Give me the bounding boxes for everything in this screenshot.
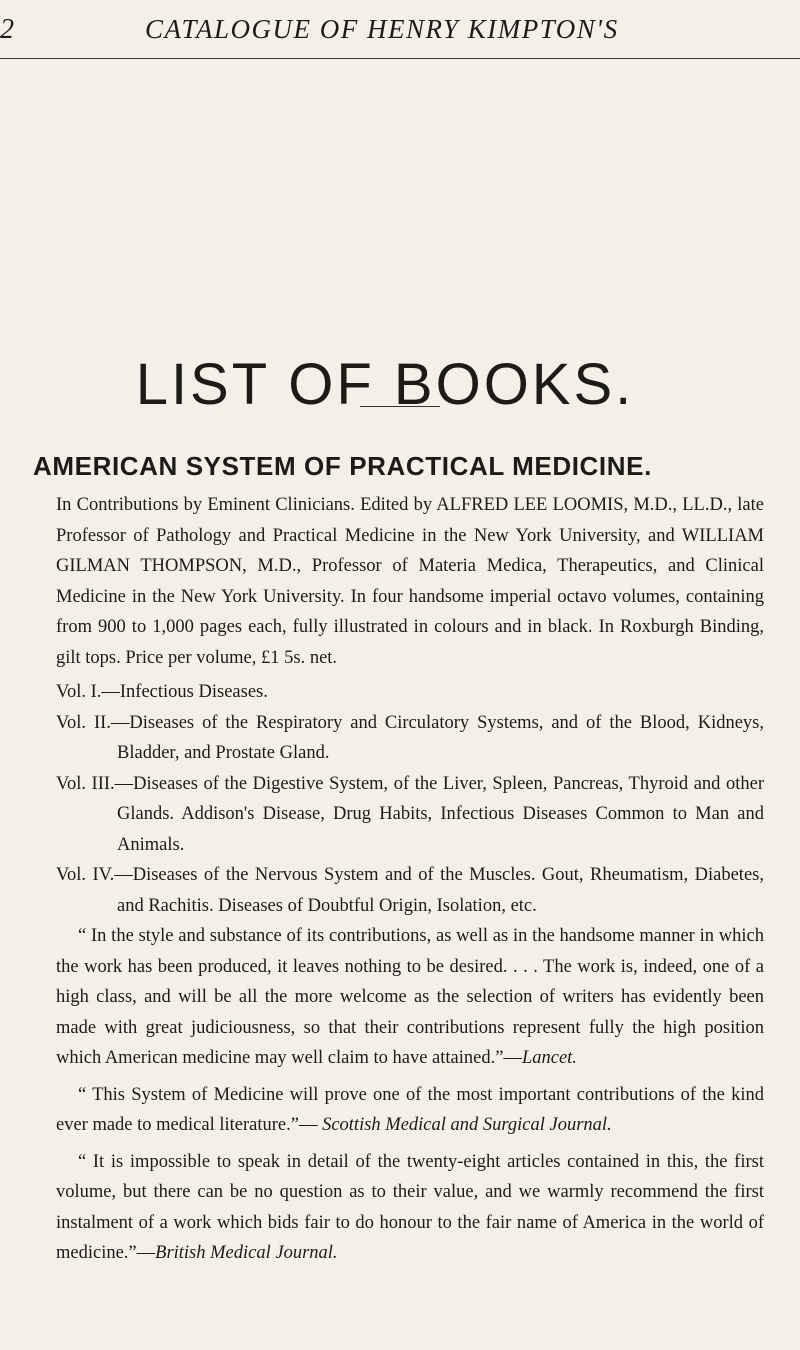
- volume-list: [56, 677, 764, 921]
- review-source: Lancet.: [521, 1048, 577, 1068]
- volume-item: Vol. IV.—Diseases of the Nervous System and of the Muscles. Gout, Rheumatism, Diabetes, and Rachitis. Diseases of Doubtful Origin, Isolation, etc.: [56, 865, 764, 916]
- review-source: British Medical Journal.: [155, 1243, 338, 1263]
- review-quote: [56, 1147, 764, 1269]
- review-text: “ In the style and substance of its contributions, as well as in the handsome manner in which the work has been produced, it leaves nothing to be desired. . . . The work is, indeed, one of a high class, and will be all the more welcome as the selection of writers has evidently been made with great judiciousness, so that their contributions represent fully the high position which American medicine may well claim to have attained.”—: [56, 926, 764, 1068]
- page-title: LIST OF BOOKS.: [135, 351, 635, 417]
- volume-item: Vol. I.—Infectious Diseases.: [56, 682, 268, 702]
- review-text: “ It is impossible to speak in detail of the twenty-eight articles contained in this, the first volume, but there can be no question as to their value, and we warmly recommend the first instalment of a work which bids fair to do honour to the fair name of America in the world of medicine.”—: [56, 1151, 764, 1263]
- volume-item: Vol. III.—Diseases of the Digestive System, of the Liver, Spleen, Pancreas, Thyroid and other Glands. Addison's Disease, Drug Habits, Infectious Diseases Common to Man and Animals.: [56, 773, 764, 855]
- review-source: Scottish Medical and Surgical Journal.: [322, 1115, 612, 1135]
- running-head: CATALOGUE OF HENRY KIMPTON'S: [145, 14, 619, 44]
- book-description: In Contributions by Eminent Clinicians. Edited by ALFRED LEE LOOMIS, M.D., LL.D., late Professor of Pathology and Practical Medicine in the New York University, and WILLIAM GILMAN THOMPSON, M.D., Professor of Materia Medica, Therapeutics, and Clinical Medicine in the New York University. In four handsome imperial octavo volumes, containing from 900 to 1,000 pages each, fully illustrated in colours and in black. In Roxburgh Binding, gilt tops. Price per volume, £1 5s. net.: [56, 495, 764, 668]
- page-number: 2: [0, 14, 14, 45]
- review-quote: [56, 1080, 764, 1141]
- page-header: [0, 14, 800, 54]
- book-entry: [56, 490, 764, 1269]
- review-text: “ This System of Medicine will prove one of the most important contributions of the kind ever made to medical literature.”—: [56, 1084, 764, 1135]
- header-rule: [0, 58, 800, 59]
- title-divider: [360, 406, 440, 407]
- book-heading: AMERICAN SYSTEM OF PRACTICAL MEDICINE.: [33, 451, 652, 481]
- review-quote: [56, 921, 764, 1074]
- volume-item: Vol. II.—Diseases of the Respiratory and Circulatory Systems, and of the Blood, Kidneys, Bladder, and Prostate Gland.: [56, 712, 764, 763]
